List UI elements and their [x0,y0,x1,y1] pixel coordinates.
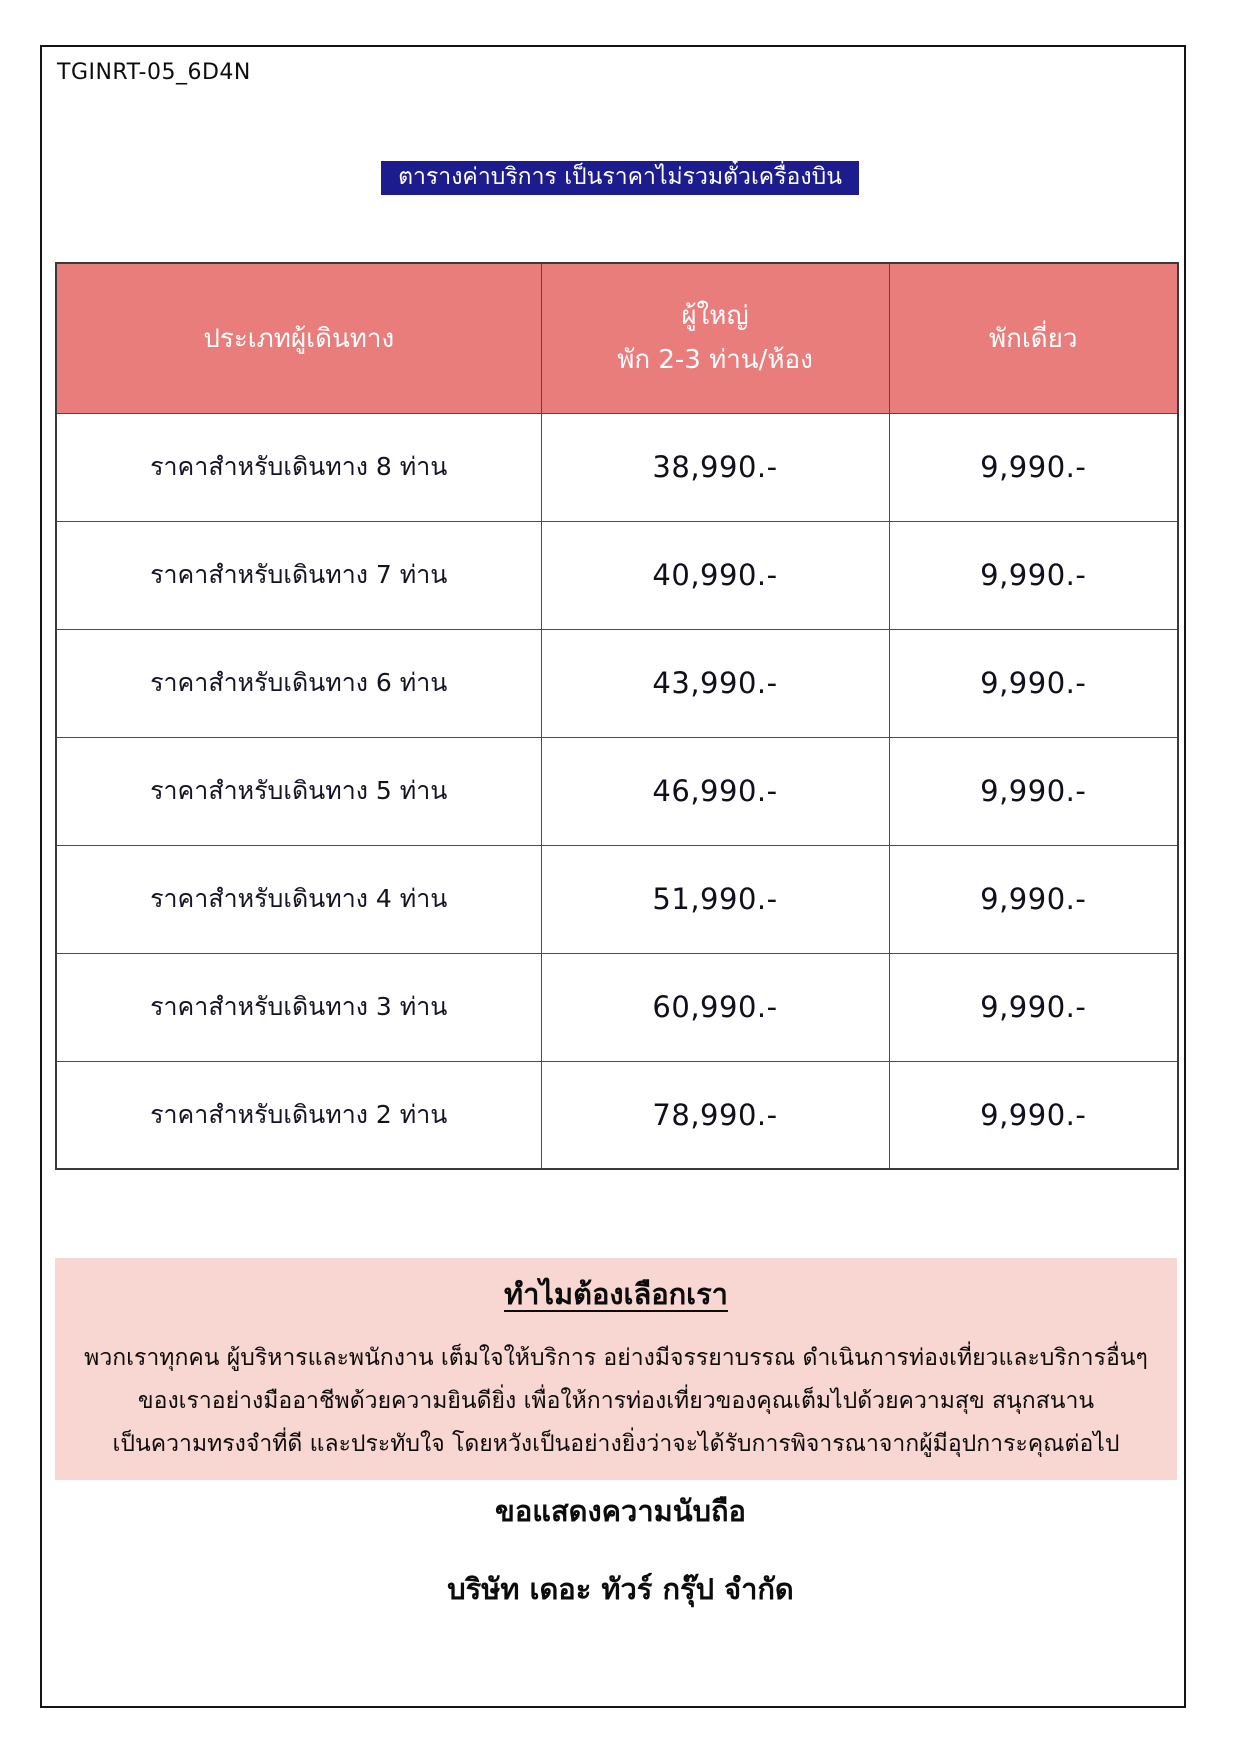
single-price-cell: 9,990.- [889,953,1178,1061]
single-price-cell: 9,990.- [889,521,1178,629]
paragraph-line: ของเราอย่างมืออาชีพด้วยความยินดียิ่ง เพื่อให้การท่องเที่ยวของคุณเต็มไปด้วยความสุข สนุกสนาน [137,1388,1095,1414]
single-price-cell: 9,990.- [889,413,1178,521]
table-row [56,1061,1178,1169]
col-header-adult-line1: ผู้ใหญ่ [681,301,749,332]
traveler-type-cell: ราคาสำหรับเดินทาง 6 ท่าน [56,629,541,737]
traveler-type-cell: ราคาสำหรับเดินทาง 7 ท่าน [56,521,541,629]
table-row [56,953,1178,1061]
adult-price-cell: 38,990.- [541,413,889,521]
adult-price-cell: 60,990.- [541,953,889,1061]
adult-price-cell: 78,990.- [541,1061,889,1169]
single-price-cell: 9,990.- [889,845,1178,953]
table-row [56,521,1178,629]
col-header-traveler-type: ประเภทผู้เดินทาง [56,263,541,413]
price-table-header-row [56,263,1178,413]
traveler-type-cell: ราคาสำหรับเดินทาง 3 ท่าน [56,953,541,1061]
traveler-type-cell: ราคาสำหรับเดินทาง 5 ท่าน [56,737,541,845]
why-choose-us-heading: ทำไมต้องเลือกเรา [504,1277,728,1311]
table-row [56,413,1178,521]
traveler-type-cell: ราคาสำหรับเดินทาง 4 ท่าน [56,845,541,953]
tour-code: TGINRT-05_6D4N [57,60,251,85]
col-header-adult [541,263,889,413]
table-row [56,737,1178,845]
table-row [56,629,1178,737]
price-table [55,262,1179,1170]
adult-price-cell: 43,990.- [541,629,889,737]
why-choose-us-paragraph [55,1337,1177,1466]
closing-regards: ขอแสดงความนับถือ [495,1494,746,1528]
paragraph-line: เป็นความทรงจำที่ดี และประทับใจ โดยหวังเป็นอย่างยิ่งว่าจะได้รับการพิจารณาจากผู้มีอุปการะคุณต่อไป [112,1431,1120,1457]
paragraph-line: พวกเราทุกคน ผู้บริหารและพนักงาน เต็มใจให้บริการ อย่างมีจรรยาบรรณ ดำเนินการท่องเที่ยวและบริการอื่นๆ [84,1345,1148,1371]
price-table-title-banner: ตารางค่าบริการ เป็นราคาไม่รวมตั๋วเครื่องบิน [381,161,859,195]
adult-price-cell: 40,990.- [541,521,889,629]
adult-price-cell: 46,990.- [541,737,889,845]
single-price-cell: 9,990.- [889,737,1178,845]
traveler-type-cell: ราคาสำหรับเดินทาง 8 ท่าน [56,413,541,521]
why-choose-us-box [55,1258,1177,1480]
col-header-adult-line2: พัก 2-3 ท่าน/ห้อง [617,345,813,376]
company-name: บริษัท เดอะ ทัวร์ กรุ๊ป จำกัด [447,1572,794,1606]
table-row [56,845,1178,953]
adult-price-cell: 51,990.- [541,845,889,953]
single-price-cell: 9,990.- [889,1061,1178,1169]
traveler-type-cell: ราคาสำหรับเดินทาง 2 ท่าน [56,1061,541,1169]
single-price-cell: 9,990.- [889,629,1178,737]
col-header-single-supplement: พักเดี่ยว [889,263,1178,413]
